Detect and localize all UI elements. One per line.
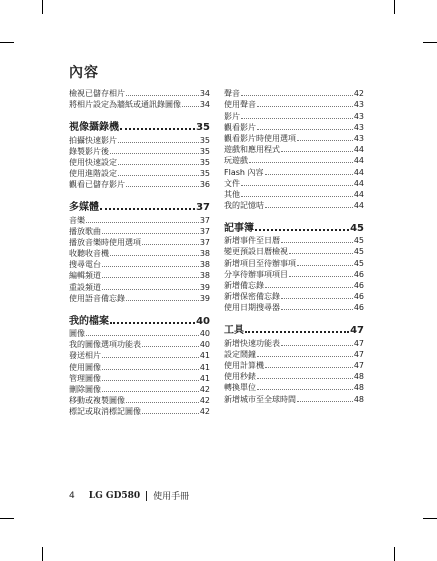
dot-leader [265,207,353,208]
entry-title: 玩遊戲 [224,156,248,166]
entry-title: 觀看影片 [224,122,256,132]
entry-title: 重設頻道 [69,282,101,292]
toc-entry [69,134,210,145]
page-footer [69,489,189,502]
page-ref: 38 [199,249,210,259]
entry-title: 新增事件至日曆 [224,236,280,246]
toc-entry [224,349,364,360]
toc-section-heading [69,312,210,327]
page-ref: 36 [199,180,210,190]
crop-mark [0,518,14,519]
dot-leader [126,186,199,187]
dot-leader [255,229,349,231]
page-ref: 44 [353,178,364,188]
toc-left-column [69,88,210,417]
dot-leader [86,222,199,223]
entry-title: 新增項目至待辦事項 [224,258,296,268]
dot-leader [120,128,195,130]
dot-leader [102,369,199,370]
crop-mark [394,0,395,14]
entry-title: 變更預設日曆檢視 [224,247,288,257]
page-ref: 35 [196,122,210,134]
entry-title: 音樂 [69,215,85,225]
page-ref: 44 [353,145,364,155]
dot-leader [102,380,199,381]
dot-leader [142,413,199,414]
dot-leader [241,185,353,186]
entry-title: 影片 [224,111,240,121]
entry-title: 觀看已儲存影片 [69,180,125,190]
page-ref: 38 [199,260,210,270]
entry-title: 新增保密備忘錄 [224,292,280,302]
entry-title: 聲音 [224,89,240,99]
dot-leader [102,266,199,267]
toc-entry [224,155,364,166]
toc-entry [224,269,364,280]
dot-leader [241,95,353,96]
page-ref: 43 [353,111,364,121]
page-ref: 39 [199,282,210,292]
entry-title: Flash 內容 [224,167,264,177]
entry-title: 新增城市至全球時間 [224,394,296,404]
page-ref: 44 [353,167,364,177]
page-ref: 42 [199,407,210,417]
page-ref: 44 [353,201,364,211]
entry-title: 播放音樂時使用選項 [69,237,141,247]
toc-section-heading [224,321,364,336]
entry-title: 錄製影片後 [69,146,109,156]
toc-entry [224,246,364,257]
dot-leader [257,106,353,107]
toc-entry [224,122,364,133]
toc-entry [69,146,210,157]
toc-entry [69,373,210,384]
crop-mark [42,0,43,14]
separator-bar [146,491,147,501]
entry-title: 使用聲音 [224,100,256,110]
toc-entry [69,99,210,110]
page-ref: 37 [199,215,210,225]
page-ref: 42 [353,89,364,99]
page-ref: 37 [199,237,210,247]
page-ref: 42 [199,384,210,394]
dot-leader [118,164,199,165]
dot-leader [142,346,199,347]
dot-leader [281,345,353,346]
dot-leader [102,233,199,234]
dot-leader [281,309,353,310]
toc-entry [69,270,210,281]
toc-entry [224,189,364,200]
page-ref: 38 [199,271,210,281]
section-title: 多媒體 [69,202,99,214]
toc-entry [224,88,364,99]
page-ref: 46 [353,303,364,313]
brand-name: LG GD580 [88,490,141,501]
toc-entry [224,371,364,382]
page-ref: 35 [199,169,210,179]
toc-entry [69,237,210,248]
page-ref: 43 [353,133,364,143]
dot-leader [102,357,199,358]
page-ref: 45 [353,236,364,246]
section-title: 我的檔案 [69,315,109,327]
dot-leader [126,300,199,301]
toc-entry [224,360,364,371]
toc-entry [224,337,364,348]
dot-leader [257,378,353,379]
toc-entry [224,291,364,302]
page-ref: 46 [353,292,364,302]
dot-leader [86,335,199,336]
entry-title: 拍攝快速影片 [69,135,117,145]
dot-leader [297,401,353,402]
entry-title: 設定鬧鐘 [224,349,256,359]
page-ref: 44 [353,156,364,166]
entry-title: 使用日期搜尋器 [224,303,280,313]
entry-title: 遊戲和應用程式 [224,145,280,155]
page-ref: 35 [199,157,210,167]
entry-title: 播放歌曲 [69,226,101,236]
entry-title: 使用進階設定 [69,169,117,179]
crop-mark [423,42,437,43]
dot-leader [110,153,199,154]
entry-title: 文件 [224,178,240,188]
dot-leader [281,151,353,152]
page-ref: 48 [353,372,364,382]
toc-entry [69,350,210,361]
toc-entry [224,178,364,189]
dot-leader [102,289,199,290]
toc-entry [224,166,364,177]
dot-leader [126,402,199,403]
entry-title: 標記或取消標記圖像 [69,407,141,417]
entry-title: 使用圖像 [69,362,101,372]
manual-label: 使用手冊 [153,492,190,502]
entry-title: 我的記憶咭 [224,201,264,211]
entry-title: 使用快速設定 [69,157,117,167]
entry-title: 檢視已儲存相片 [69,89,125,99]
dot-leader [118,175,199,176]
section-title: 記事簿 [224,223,254,235]
page-ref: 39 [199,293,210,303]
page-ref: 45 [353,247,364,257]
page-ref: 40 [199,340,210,350]
toc-entry [69,293,210,304]
entry-title: 管理圖像 [69,373,101,383]
dot-leader [126,95,199,96]
page-ref: 47 [353,338,364,348]
dot-leader [102,277,199,278]
entry-title: 搜尋電台 [69,260,101,270]
toc-entry [224,280,364,291]
crop-mark [423,518,437,519]
toc-entry [69,384,210,395]
toc-entry [69,395,210,406]
dot-leader [257,389,353,390]
toc-entry [224,133,364,144]
page-ref: 47 [353,349,364,359]
toc-entry [69,406,210,417]
dot-leader [245,331,349,333]
crop-mark [0,42,14,43]
toc-entry [69,259,210,270]
dot-leader [110,322,195,324]
toc-entry [224,257,364,268]
entry-title: 將相片設定為牆紙或通訊錄圖像 [69,100,181,110]
page-ref: 41 [199,351,210,361]
entry-title: 圖像 [69,329,85,338]
dot-leader [257,356,353,357]
page-ref: 34 [199,100,210,110]
entry-title: 轉換單位 [224,383,256,393]
toc-entry [224,382,364,393]
page-ref: 42 [199,396,210,406]
toc-entry [69,248,210,259]
toc-section-heading [69,198,210,213]
entry-title: 新增快速功能表 [224,338,280,348]
page-ref: 35 [199,146,210,156]
section-title: 視像攝錄機 [69,122,119,134]
page-number: 4 [69,490,75,501]
page-ref: 47 [353,360,364,370]
entry-title: 發送相片 [69,351,101,361]
dot-leader [265,287,353,288]
dot-leader [182,106,199,107]
dot-leader [297,140,353,141]
dot-leader [289,276,353,277]
toc-entry [224,110,364,121]
toc-entry [69,361,210,372]
dot-leader [100,208,195,210]
page-ref: 45 [353,258,364,268]
dot-leader [281,242,353,243]
toc-entry [224,99,364,110]
entry-title: 新增備忘錄 [224,281,264,290]
page-ref: 34 [199,89,210,99]
toc-entry [69,339,210,350]
dot-leader [102,391,199,392]
toc-entry [224,302,364,313]
dot-leader [142,244,199,245]
dot-leader [110,255,199,256]
entry-title: 分享待辦事項項目 [224,269,288,279]
toc-entry [224,393,364,404]
page-ref: 43 [353,100,364,110]
page-title: 內容 [69,65,99,81]
toc-entry [224,144,364,155]
page-ref: 37 [196,202,210,214]
toc-entry [69,179,210,190]
dot-leader [265,174,353,175]
toc-entry [69,157,210,168]
entry-title: 使用秒錶 [224,372,256,382]
dot-leader [249,162,353,163]
dot-leader [118,142,199,143]
toc-entry [69,226,210,237]
entry-title: 移動或複製圖像 [69,396,125,406]
crop-mark [42,547,43,561]
toc-entry [69,88,210,99]
toc-right-column [224,88,364,405]
entry-title: 使用語音備忘錄 [69,293,125,303]
page-ref: 43 [353,122,364,132]
page-ref: 40 [199,329,210,338]
page-ref: 40 [196,315,210,327]
page-ref: 45 [350,223,364,235]
toc-section-heading [224,219,364,234]
dot-leader [241,196,353,197]
section-title: 工具 [224,325,244,337]
dot-leader [265,367,353,368]
entry-title: 觀看影片時使用選項 [224,133,296,143]
toc-entry [69,168,210,179]
entry-title: 編輯頻道 [69,271,101,281]
page-ref: 41 [199,373,210,383]
toc-entry [69,328,210,339]
toc-entry [69,214,210,225]
entry-title: 收聽收音機 [69,249,109,259]
crop-mark [394,547,395,561]
dot-leader [289,253,353,254]
entry-title: 我的圖像選項功能表 [69,340,141,350]
page-ref: 48 [353,394,364,404]
toc-section-heading [69,118,210,133]
page-ref: 35 [199,135,210,145]
dot-leader [281,298,353,299]
dot-leader [241,118,353,119]
dot-leader [257,129,353,130]
page-ref: 47 [350,325,364,337]
page-ref: 37 [199,226,210,236]
page-ref: 44 [353,189,364,199]
dot-leader [297,265,353,266]
entry-title: 使用計算機 [224,360,264,370]
page-ref: 41 [199,362,210,372]
entry-title: 刪除圖像 [69,384,101,394]
page-ref: 46 [353,281,364,290]
page-ref: 46 [353,269,364,279]
toc-entry [224,200,364,211]
entry-title: 其他 [224,189,240,199]
toc-entry [69,281,210,292]
page-ref: 48 [353,383,364,393]
toc-entry [224,235,364,246]
